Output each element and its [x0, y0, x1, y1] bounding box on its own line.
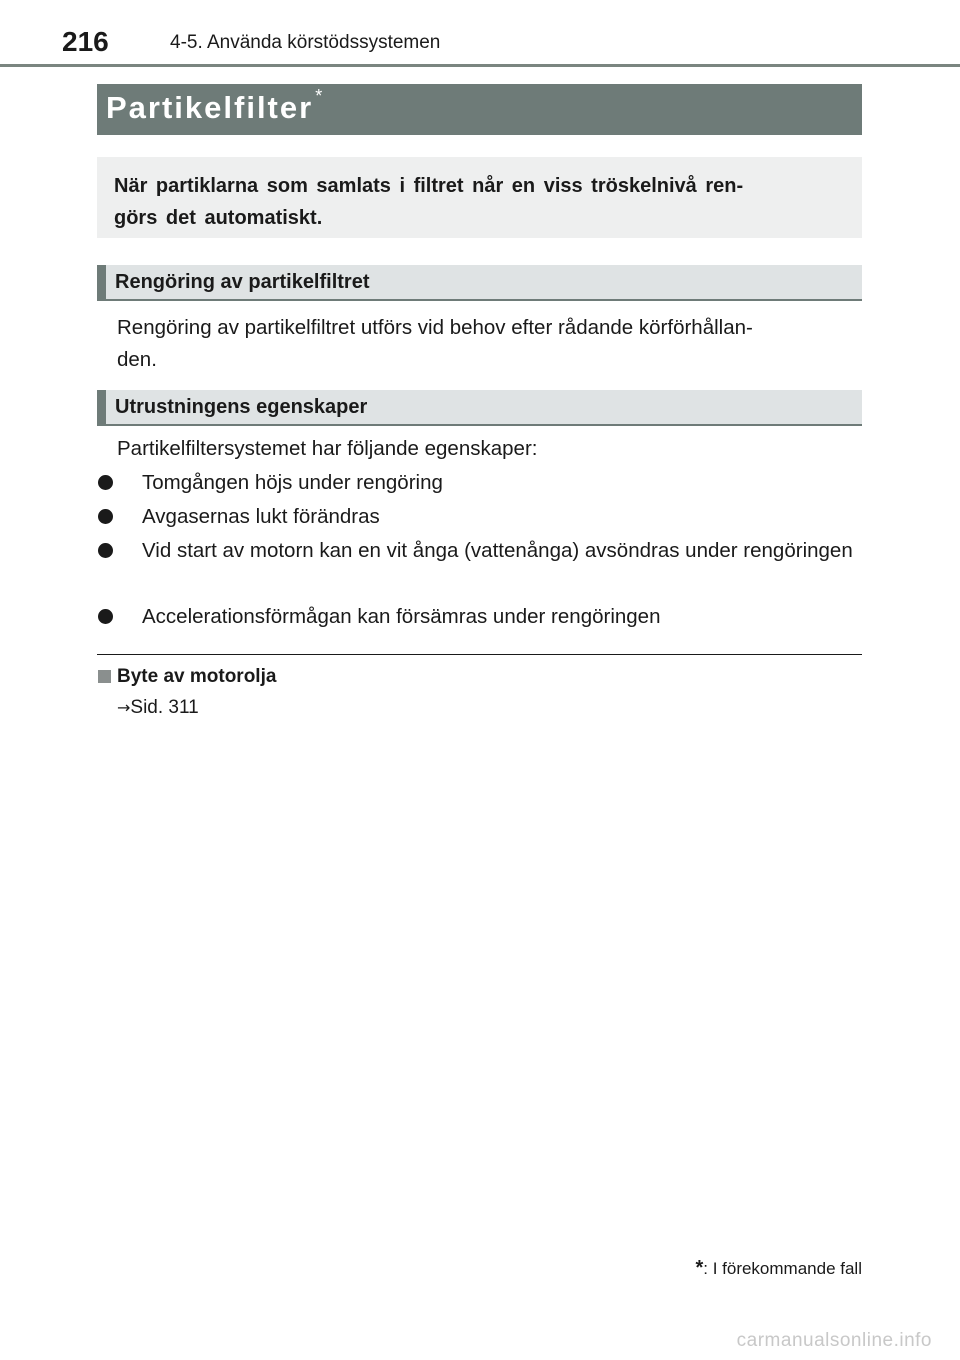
page-reference-text: Sid. 311: [130, 697, 199, 718]
page-number: 216: [62, 26, 109, 57]
section-heading-label: Rengöring av partikelfiltret: [115, 271, 370, 293]
section-heading-features: [97, 390, 862, 426]
heading-accent-bar: [97, 390, 106, 424]
footnote-text: : I förekommande fall: [703, 1259, 862, 1278]
arrow-right-icon: →: [117, 698, 131, 717]
bullet-icon: [98, 543, 113, 558]
heading-accent-bar: [97, 265, 106, 299]
header-divider: [0, 64, 960, 67]
section-title-band: [97, 84, 862, 135]
page-title-text: Partikelfilter: [106, 90, 314, 125]
chapter-title: 4-5. Använda körstödssystemen: [170, 32, 441, 53]
list-item-text: Avgasernas lukt förändras: [142, 505, 380, 528]
asterisk-icon: *: [695, 1257, 704, 1279]
availability-marker: *: [315, 86, 325, 106]
bullet-icon: [98, 609, 113, 624]
features-intro: Partikelfiltersystemet har följande egenskaper:: [117, 437, 538, 460]
bullet-icon: [98, 475, 113, 490]
list-item-text: Tomgången höjs under rengöring: [142, 471, 443, 494]
page-title: [106, 86, 325, 126]
square-bullet-icon: [98, 670, 111, 683]
section-heading-cleaning: [97, 265, 862, 301]
intro-box: [97, 157, 862, 238]
section-heading-label: Utrustningens egenskaper: [115, 396, 368, 418]
intro-text: [114, 170, 847, 234]
cleaning-line-2: den.: [117, 348, 157, 371]
page-header: [0, 0, 960, 70]
footnote: [695, 1257, 862, 1280]
page-reference-link[interactable]: [117, 697, 199, 719]
note-divider: [97, 654, 862, 655]
list-item-text: Vid start av motorn kan en vit ånga (vattenånga) avsöndras under rengöringen: [142, 539, 853, 562]
intro-line-1: När partiklarna som samlats i filtret når en viss tröskelnivå ren-: [114, 175, 744, 197]
list-item-text: Accelerationsförmågan kan försämras under rengöringen: [142, 605, 661, 628]
bullet-icon: [98, 509, 113, 524]
intro-line-2: görs det automatiskt.: [114, 207, 323, 229]
cleaning-line-1: Rengöring av partikelfiltret utförs vid behov efter rådande körförhållan-: [117, 316, 753, 339]
note-title: Byte av motorolja: [117, 666, 277, 687]
watermark: carmanualsonline.info: [736, 1330, 932, 1351]
cleaning-text: [117, 312, 857, 376]
